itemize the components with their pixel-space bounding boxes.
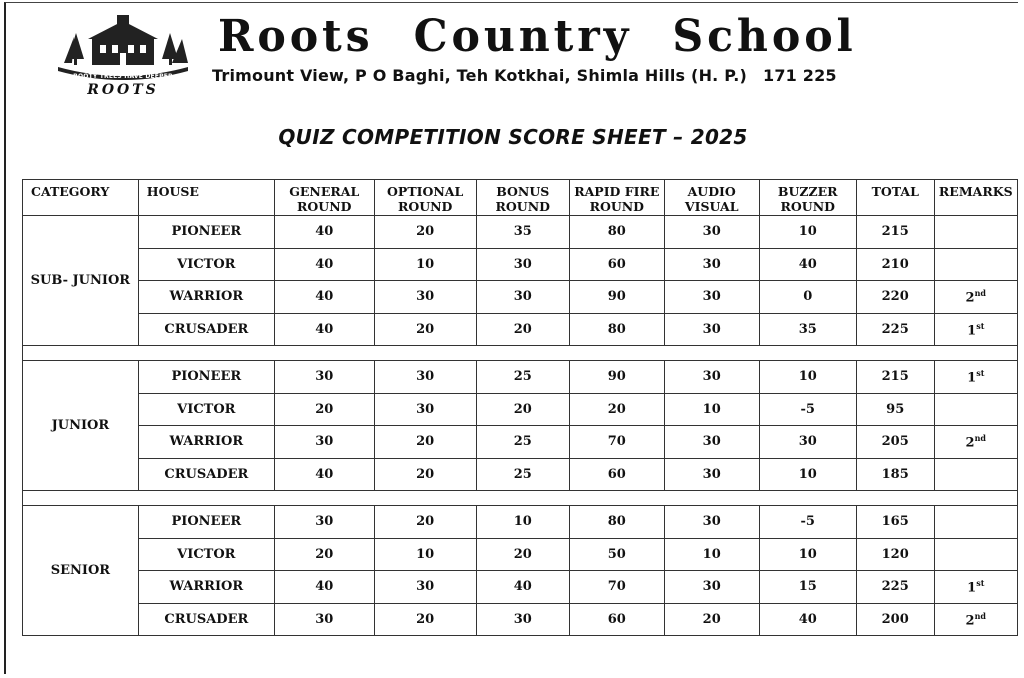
rapid-score-cell: 70 bbox=[569, 571, 664, 604]
remark-cell bbox=[934, 506, 1017, 539]
total-score-cell: 210 bbox=[856, 248, 934, 281]
bonus-score-cell: 25 bbox=[476, 426, 569, 459]
optional-score-cell: 20 bbox=[374, 426, 476, 459]
house-cell: VICTOR bbox=[138, 538, 274, 571]
buzzer-score-cell: 10 bbox=[759, 216, 856, 249]
col-buzzer: BUZZER ROUND bbox=[759, 180, 856, 216]
remark-suffix: st bbox=[976, 320, 985, 331]
bonus-score-cell: 30 bbox=[476, 248, 569, 281]
table-row bbox=[23, 571, 1018, 604]
buzzer-score-cell: -5 bbox=[759, 393, 856, 426]
remark-cell bbox=[934, 426, 1017, 459]
rapid-score-cell: 60 bbox=[569, 458, 664, 491]
logo-motto: ROOTY TREES HAVE DEEPER bbox=[73, 73, 173, 80]
remark-cell bbox=[934, 361, 1017, 394]
col-bonus: BONUS ROUND bbox=[476, 180, 569, 216]
buzzer-score-cell: 10 bbox=[759, 458, 856, 491]
table-row bbox=[23, 313, 1018, 346]
header-row bbox=[23, 180, 1018, 216]
house-cell: WARRIOR bbox=[138, 426, 274, 459]
buzzer-score-cell: 40 bbox=[759, 248, 856, 281]
rapid-score-cell: 80 bbox=[569, 216, 664, 249]
house-cell: CRUSADER bbox=[138, 603, 274, 636]
optional-score-cell: 20 bbox=[374, 313, 476, 346]
buzzer-score-cell: 10 bbox=[759, 538, 856, 571]
total-score-cell: 225 bbox=[856, 571, 934, 604]
audio-score-cell: 10 bbox=[664, 538, 759, 571]
rapid-score-cell: 20 bbox=[569, 393, 664, 426]
bonus-score-cell: 20 bbox=[476, 538, 569, 571]
category-cell: SENIOR bbox=[23, 506, 139, 636]
optional-score-cell: 20 bbox=[374, 216, 476, 249]
remark-suffix: st bbox=[976, 578, 985, 589]
general-score-cell: 40 bbox=[274, 216, 374, 249]
general-score-cell: 30 bbox=[274, 426, 374, 459]
optional-score-cell: 20 bbox=[374, 506, 476, 539]
rapid-score-cell: 90 bbox=[569, 361, 664, 394]
audio-score-cell: 30 bbox=[664, 361, 759, 394]
buzzer-score-cell: 15 bbox=[759, 571, 856, 604]
remark-cell bbox=[934, 538, 1017, 571]
remark-cell bbox=[934, 281, 1017, 314]
general-score-cell: 40 bbox=[274, 313, 374, 346]
table-row bbox=[23, 393, 1018, 426]
bonus-score-cell: 20 bbox=[476, 313, 569, 346]
optional-score-cell: 10 bbox=[374, 248, 476, 281]
audio-score-cell: 10 bbox=[664, 393, 759, 426]
remark-rank: 2 bbox=[965, 612, 975, 628]
audio-score-cell: 30 bbox=[664, 281, 759, 314]
sheet-title: QUIZ COMPETITION SCORE SHEET – 2025 bbox=[278, 125, 748, 149]
remark-rank: 1 bbox=[967, 580, 977, 596]
audio-score-cell: 30 bbox=[664, 571, 759, 604]
general-score-cell: 30 bbox=[274, 603, 374, 636]
col-category: CATEGORY bbox=[23, 180, 139, 216]
bonus-score-cell: 35 bbox=[476, 216, 569, 249]
general-score-cell: 20 bbox=[274, 538, 374, 571]
general-score-cell: 30 bbox=[274, 506, 374, 539]
total-score-cell: 95 bbox=[856, 393, 934, 426]
table-row bbox=[23, 506, 1018, 539]
remark-cell bbox=[934, 216, 1017, 249]
remark-rank: 1 bbox=[967, 322, 977, 338]
category-cell: SUB- JUNIOR bbox=[23, 216, 139, 346]
logo-word: ROOTS bbox=[87, 82, 159, 97]
remark-cell bbox=[934, 458, 1017, 491]
col-rapid-fire: RAPID FIRE ROUND bbox=[569, 180, 664, 216]
buzzer-score-cell: 30 bbox=[759, 426, 856, 459]
remark-suffix: nd bbox=[974, 610, 987, 621]
buzzer-score-cell: 35 bbox=[759, 313, 856, 346]
bonus-score-cell: 40 bbox=[476, 571, 569, 604]
optional-score-cell: 30 bbox=[374, 361, 476, 394]
separator-cell bbox=[23, 491, 1018, 506]
separator-cell bbox=[23, 346, 1018, 361]
table-row bbox=[23, 426, 1018, 459]
audio-score-cell: 30 bbox=[664, 313, 759, 346]
school-name: Roots Country School bbox=[218, 11, 857, 62]
house-cell: VICTOR bbox=[138, 248, 274, 281]
rapid-score-cell: 80 bbox=[569, 313, 664, 346]
col-audio-visual: AUDIO VISUAL bbox=[664, 180, 759, 216]
category-cell: JUNIOR bbox=[23, 361, 139, 491]
remark-cell bbox=[934, 248, 1017, 281]
optional-score-cell: 30 bbox=[374, 281, 476, 314]
general-score-cell: 40 bbox=[274, 281, 374, 314]
total-score-cell: 205 bbox=[856, 426, 934, 459]
remark-rank: 2 bbox=[965, 290, 975, 306]
audio-score-cell: 30 bbox=[664, 248, 759, 281]
house-cell: PIONEER bbox=[138, 506, 274, 539]
bonus-score-cell: 25 bbox=[476, 458, 569, 491]
audio-score-cell: 30 bbox=[664, 506, 759, 539]
remark-cell bbox=[934, 313, 1017, 346]
optional-score-cell: 10 bbox=[374, 538, 476, 571]
house-cell: PIONEER bbox=[138, 361, 274, 394]
total-score-cell: 215 bbox=[856, 216, 934, 249]
buzzer-score-cell: 40 bbox=[759, 603, 856, 636]
optional-score-cell: 30 bbox=[374, 393, 476, 426]
general-score-cell: 40 bbox=[274, 571, 374, 604]
bonus-score-cell: 30 bbox=[476, 281, 569, 314]
address-text: Trimount View, P O Baghi, Teh Kotkhai, Shimla Hills (H. P.) bbox=[212, 66, 747, 85]
buzzer-score-cell: 10 bbox=[759, 361, 856, 394]
house-cell: PIONEER bbox=[138, 216, 274, 249]
col-house: HOUSE bbox=[138, 180, 274, 216]
col-general: GENERAL ROUND bbox=[274, 180, 374, 216]
bonus-score-cell: 10 bbox=[476, 506, 569, 539]
rapid-score-cell: 60 bbox=[569, 248, 664, 281]
house-cell: CRUSADER bbox=[138, 313, 274, 346]
house-cell: WARRIOR bbox=[138, 281, 274, 314]
rapid-score-cell: 70 bbox=[569, 426, 664, 459]
col-total: TOTAL bbox=[856, 180, 934, 216]
school-logo bbox=[54, 15, 192, 97]
rapid-score-cell: 50 bbox=[569, 538, 664, 571]
general-score-cell: 30 bbox=[274, 361, 374, 394]
total-score-cell: 215 bbox=[856, 361, 934, 394]
total-score-cell: 165 bbox=[856, 506, 934, 539]
remark-suffix: nd bbox=[974, 433, 987, 444]
total-score-cell: 120 bbox=[856, 538, 934, 571]
table-row bbox=[23, 281, 1018, 314]
table-row bbox=[23, 248, 1018, 281]
remark-suffix: nd bbox=[974, 288, 987, 299]
audio-score-cell: 20 bbox=[664, 603, 759, 636]
score-table-body bbox=[23, 216, 1018, 636]
table-row bbox=[23, 603, 1018, 636]
col-remarks: REMARKS bbox=[934, 180, 1017, 216]
audio-score-cell: 30 bbox=[664, 426, 759, 459]
bonus-score-cell: 20 bbox=[476, 393, 569, 426]
remark-rank: 2 bbox=[965, 435, 975, 451]
house-cell: CRUSADER bbox=[138, 458, 274, 491]
remark-cell bbox=[934, 571, 1017, 604]
optional-score-cell: 20 bbox=[374, 603, 476, 636]
buzzer-score-cell: -5 bbox=[759, 506, 856, 539]
score-table bbox=[22, 179, 1018, 636]
table-row bbox=[23, 458, 1018, 491]
audio-score-cell: 30 bbox=[664, 458, 759, 491]
remark-rank: 1 bbox=[967, 370, 977, 386]
general-score-cell: 20 bbox=[274, 393, 374, 426]
buzzer-score-cell: 0 bbox=[759, 281, 856, 314]
pincode: 171 225 bbox=[763, 66, 837, 85]
bonus-score-cell: 25 bbox=[476, 361, 569, 394]
house-cell: WARRIOR bbox=[138, 571, 274, 604]
optional-score-cell: 30 bbox=[374, 571, 476, 604]
table-row bbox=[23, 361, 1018, 394]
group-separator bbox=[23, 346, 1018, 361]
house-cell: VICTOR bbox=[138, 393, 274, 426]
rapid-score-cell: 80 bbox=[569, 506, 664, 539]
rapid-score-cell: 60 bbox=[569, 603, 664, 636]
total-score-cell: 220 bbox=[856, 281, 934, 314]
score-sheet-page bbox=[4, 2, 1018, 674]
table-row bbox=[23, 538, 1018, 571]
school-address bbox=[212, 66, 837, 85]
audio-score-cell: 30 bbox=[664, 216, 759, 249]
col-optional: OPTIONAL ROUND bbox=[374, 180, 476, 216]
total-score-cell: 225 bbox=[856, 313, 934, 346]
school-logo-icon bbox=[54, 15, 192, 97]
total-score-cell: 185 bbox=[856, 458, 934, 491]
rapid-score-cell: 90 bbox=[569, 281, 664, 314]
remark-cell bbox=[934, 393, 1017, 426]
optional-score-cell: 20 bbox=[374, 458, 476, 491]
total-score-cell: 200 bbox=[856, 603, 934, 636]
remark-cell bbox=[934, 603, 1017, 636]
group-separator bbox=[23, 491, 1018, 506]
remark-suffix: st bbox=[976, 368, 985, 379]
general-score-cell: 40 bbox=[274, 248, 374, 281]
general-score-cell: 40 bbox=[274, 458, 374, 491]
bonus-score-cell: 30 bbox=[476, 603, 569, 636]
table-row bbox=[23, 216, 1018, 249]
